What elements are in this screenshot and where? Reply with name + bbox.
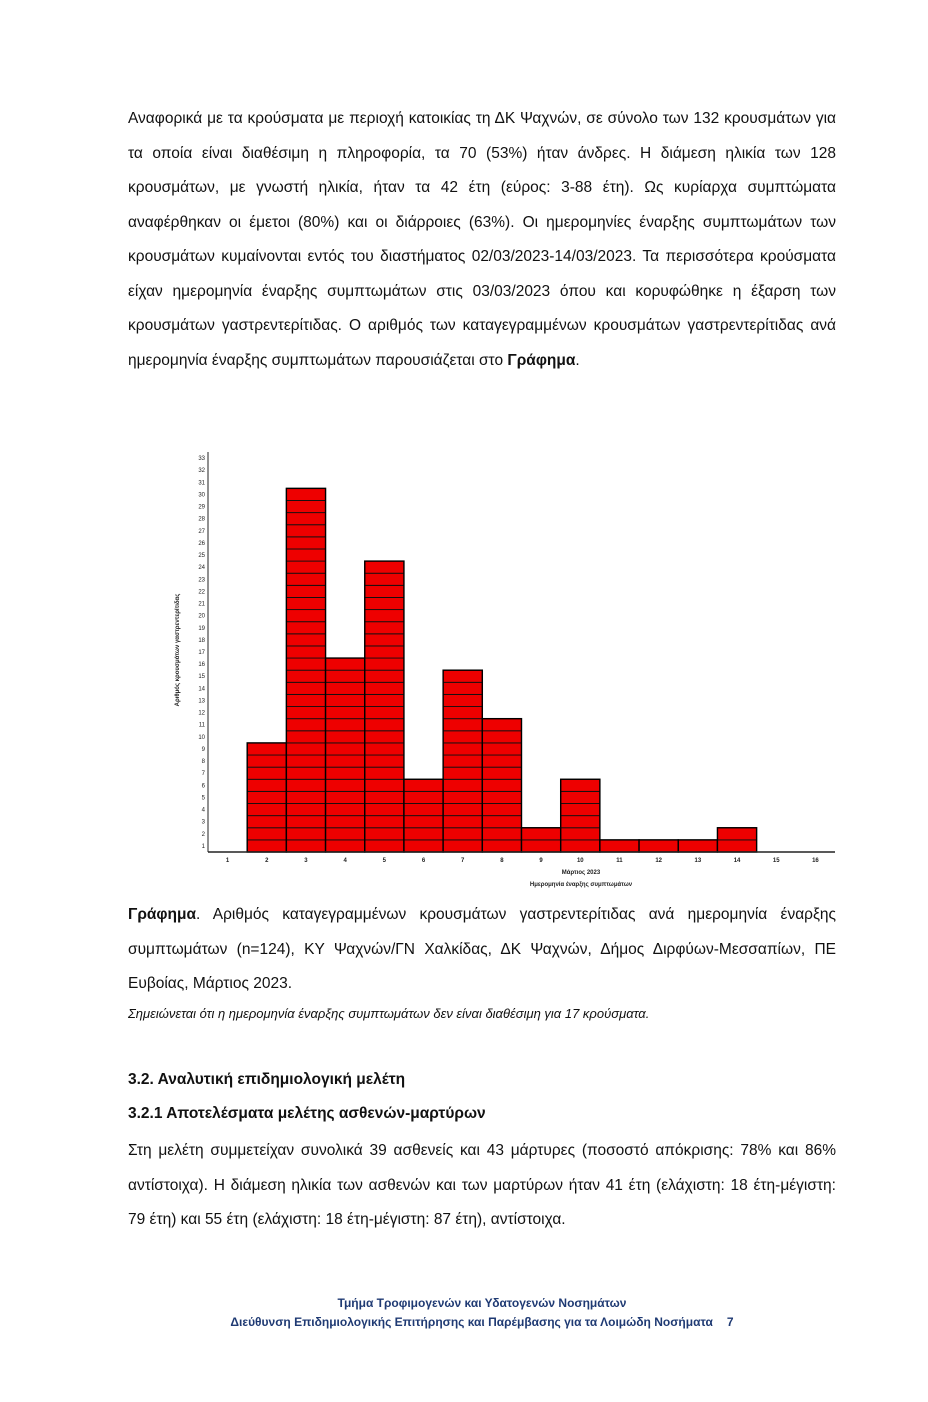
case-box <box>404 791 443 803</box>
y-tick-label: 5 <box>201 795 205 802</box>
x-tick-label: 6 <box>421 858 426 864</box>
case-box <box>247 743 286 755</box>
case-box <box>482 767 521 779</box>
case-box <box>286 682 325 694</box>
case-box <box>286 816 325 828</box>
case-box <box>443 743 482 755</box>
case-box <box>365 694 404 706</box>
case-box <box>600 840 639 852</box>
case-box <box>443 682 482 694</box>
case-box <box>365 731 404 743</box>
intro-end: . <box>575 351 580 369</box>
x-tick-label: 13 <box>694 858 702 864</box>
case-box <box>404 816 443 828</box>
case-box <box>717 828 756 840</box>
case-box <box>326 791 365 803</box>
case-box <box>286 779 325 791</box>
y-tick-label: 6 <box>201 783 205 790</box>
y-tick-label: 3 <box>201 819 205 826</box>
x-tick-label: 12 <box>655 858 662 864</box>
case-box <box>561 791 600 803</box>
case-box <box>247 804 286 816</box>
y-tick-label: 23 <box>198 577 205 584</box>
y-tick-label: 28 <box>198 516 205 523</box>
case-box <box>365 707 404 719</box>
y-tick-label: 10 <box>198 734 205 741</box>
case-box <box>561 804 600 816</box>
chart-caption <box>128 898 836 1002</box>
case-box <box>365 743 404 755</box>
case-box <box>365 755 404 767</box>
case-box <box>561 779 600 791</box>
case-box <box>286 646 325 658</box>
case-box <box>365 634 404 646</box>
case-box <box>365 646 404 658</box>
case-box <box>365 658 404 670</box>
y-tick-label: 21 <box>198 601 205 608</box>
case-box <box>561 816 600 828</box>
y-axis-label: Αριθμός κρουσμάτων γαστρεντερίτιδας <box>175 593 181 707</box>
case-box <box>482 791 521 803</box>
case-box <box>326 743 365 755</box>
case-box <box>365 682 404 694</box>
case-box <box>365 791 404 803</box>
case-box <box>326 816 365 828</box>
case-box <box>286 670 325 682</box>
y-tick-label: 11 <box>198 722 205 729</box>
case-box <box>286 719 325 731</box>
case-box <box>365 561 404 573</box>
x-tick-label: 3 <box>304 858 308 864</box>
chart-reference: Γράφημα <box>507 351 576 369</box>
intro-text: Αναφορικά με τα κρούσματα με περιοχή κατοικίας τη ΔΚ Ψαχνών, σε σύνολο των 132 κρουσμάτων για τα οποία είναι διαθέσιμη η πληροφορία, τα 70 (53%) ήταν άνδρες. Η διάμεση ηλικία των 128 κρουσμάτων, με γνωστή ηλικία, ήταν τα 42 έτη (εύρος: 3-88 έτη). Ως κυρίαρχα συμπτώματα αναφέρθηκαν οι έμετοι (80%) και οι διάρροιες (63%). Οι ημερομηνίες έναρξης συμπτωμάτων των κρουσμάτων κυμαίνονται εντός του διαστήματος 02/03/2023-14/03/2023. Τα περισσότερα κρούσματα είχαν ημερομηνία έναρξης συμπτωμάτων στις 03/03/2023 όπου και κορυφώθηκε η έξαρση των κρουσμάτων γαστρεντερίτιδας. Ο αριθμός των καταγεγραμμένων κρουσμάτων γαστρεντερίτιδας ανά ημερομηνία έναρξης συμπτωμάτων παρουσιάζεται στο <box>128 110 836 369</box>
case-box <box>404 840 443 852</box>
case-box <box>443 791 482 803</box>
y-tick-label: 8 <box>201 759 205 766</box>
y-tick-label: 17 <box>198 650 205 656</box>
chart-note: Σημειώνεται ότι η ημερομηνία έναρξης συμπτωμάτων δεν είναι διαθέσιμη για 17 κρούσματα. <box>128 1006 650 1021</box>
case-box <box>443 719 482 731</box>
page-number: 7 <box>726 1315 734 1329</box>
caption-label: Γράφημα <box>128 906 197 923</box>
case-box <box>286 622 325 634</box>
y-tick-label: 15 <box>198 674 205 681</box>
case-box <box>326 840 365 852</box>
study-paragraph: Στη μελέτη συμμετείχαν συνολικά 39 ασθενείς και 43 μάρτυρες (ποσοστό απόκρισης: 78% και 86% αντίστοιχα). Η διάμεση ηλικία των ασθενών και των μαρτύρων ήταν 41 έτη (ελάχιστη: 18 έτη-μέγιστη: 79 έτη) και 55 έτη (ελάχιστη: 18 έτη-μέγιστη: 87 έτη), αντίστοιχα. <box>128 1142 836 1228</box>
case-box <box>443 767 482 779</box>
case-box <box>286 755 325 767</box>
epicurve-chart <box>160 440 850 895</box>
case-box <box>365 828 404 840</box>
case-box <box>286 537 325 549</box>
case-box <box>326 731 365 743</box>
case-box <box>365 622 404 634</box>
case-box <box>286 791 325 803</box>
case-box <box>365 779 404 791</box>
case-box <box>482 719 521 731</box>
case-box <box>286 488 325 500</box>
y-tick-label: 32 <box>198 468 205 475</box>
case-box <box>365 585 404 597</box>
case-box <box>286 549 325 561</box>
y-tick-label: 20 <box>198 613 205 620</box>
case-box <box>443 670 482 682</box>
case-box <box>286 585 325 597</box>
case-box <box>286 828 325 840</box>
case-box <box>326 694 365 706</box>
case-box <box>247 755 286 767</box>
case-box <box>404 804 443 816</box>
case-box <box>443 804 482 816</box>
case-box <box>286 634 325 646</box>
case-box <box>443 694 482 706</box>
case-box <box>365 804 404 816</box>
y-tick-label: 7 <box>201 771 205 778</box>
case-box <box>286 743 325 755</box>
case-box <box>482 731 521 743</box>
case-box <box>443 731 482 743</box>
case-box <box>286 707 325 719</box>
case-box <box>326 658 365 670</box>
case-box <box>482 755 521 767</box>
y-tick-label: 25 <box>198 553 205 560</box>
case-box <box>365 767 404 779</box>
x-tick-label: 5 <box>382 858 387 864</box>
case-box <box>326 767 365 779</box>
case-box <box>443 779 482 791</box>
case-box <box>365 597 404 609</box>
case-box <box>286 731 325 743</box>
caption-text: . Αριθμός καταγεγραμμένων κρουσμάτων γαστρεντερίτιδας ανά ημερομηνία έναρξης συμπτωμάτων (n=124), ΚΥ Ψαχνών/ΓΝ Χαλκίδας, ΔΚ Ψαχνών, Δήμος Διρφύων-Μεσσαπίων, ΠΕ Ευβοίας, Μάρτιος 2023. <box>128 906 836 992</box>
x-tick-label: 9 <box>539 858 543 864</box>
x-tick-label: 1 <box>225 858 230 864</box>
x-tick-label: 11 <box>616 858 623 864</box>
case-box <box>717 840 756 852</box>
x-tick-label: 8 <box>500 858 504 864</box>
case-box <box>326 755 365 767</box>
case-box <box>247 791 286 803</box>
case-box <box>404 779 443 791</box>
y-tick-label: 33 <box>198 456 205 463</box>
case-box <box>443 707 482 719</box>
case-box <box>482 804 521 816</box>
y-tick-label: 12 <box>198 710 205 717</box>
case-box <box>286 840 325 852</box>
footer-department: Τμήμα Τροφιμογενών και Υδατογενών Νοσημάτων <box>337 1296 627 1310</box>
case-box <box>326 670 365 682</box>
x-tick-label: 7 <box>461 858 465 864</box>
case-box <box>365 816 404 828</box>
case-box <box>443 828 482 840</box>
y-tick-label: 19 <box>198 625 205 632</box>
case-box <box>326 779 365 791</box>
subsection-heading: 3.2.1 Αποτελέσματα μελέτης ασθενών-μαρτύρων <box>128 1105 486 1122</box>
case-box <box>561 840 600 852</box>
x-tick-label: 2 <box>265 858 269 864</box>
case-box <box>443 840 482 852</box>
case-box <box>286 610 325 622</box>
case-box <box>286 694 325 706</box>
intro-paragraph <box>128 102 836 378</box>
case-box <box>286 500 325 512</box>
y-tick-label: 2 <box>201 831 205 838</box>
section-heading: 3.2. Αναλυτική επιδημιολογική μελέτη <box>128 1071 406 1088</box>
case-box <box>443 755 482 767</box>
y-tick-label: 13 <box>198 698 205 705</box>
footer-directorate-text: Διεύθυνση Επιδημιολογικής Επιτήρησης και Παρέμβασης για τα Λοιμώδη Νοσήματα <box>230 1315 713 1329</box>
y-tick-label: 29 <box>198 504 205 511</box>
y-tick-label: 4 <box>201 807 205 814</box>
case-box <box>365 840 404 852</box>
x-tick-label: 4 <box>343 858 347 864</box>
y-tick-label: 1 <box>201 843 205 850</box>
x-tick-label: 10 <box>576 858 584 864</box>
case-box <box>326 682 365 694</box>
case-box <box>522 840 561 852</box>
case-box <box>482 743 521 755</box>
case-box <box>247 816 286 828</box>
case-box <box>286 525 325 537</box>
case-box <box>326 719 365 731</box>
x-tick-label: 16 <box>812 858 819 864</box>
x-axis-label-month: Μάρτιος 2023 <box>561 870 601 876</box>
case-box <box>404 828 443 840</box>
y-axis <box>198 452 208 852</box>
case-box <box>286 513 325 525</box>
y-tick-label: 30 <box>198 492 205 499</box>
case-box <box>365 610 404 622</box>
bars <box>247 488 756 852</box>
case-box <box>443 816 482 828</box>
case-box <box>561 828 600 840</box>
case-box <box>286 561 325 573</box>
case-box <box>286 804 325 816</box>
case-box <box>286 597 325 609</box>
y-tick-label: 24 <box>198 565 205 572</box>
case-box <box>326 828 365 840</box>
case-box <box>247 767 286 779</box>
case-box <box>365 719 404 731</box>
y-tick-label: 22 <box>198 589 205 596</box>
y-tick-label: 9 <box>201 746 205 753</box>
case-box <box>247 840 286 852</box>
footer-directorate <box>128 1315 836 1329</box>
y-tick-label: 27 <box>198 528 205 535</box>
case-box <box>522 828 561 840</box>
case-box <box>365 573 404 585</box>
y-tick-label: 16 <box>198 662 205 669</box>
y-tick-label: 14 <box>198 686 205 693</box>
case-box <box>326 804 365 816</box>
case-box <box>247 779 286 791</box>
x-axis-label-title: Ημερομηνία έναρξης συμπτωμάτων <box>529 882 633 888</box>
case-box <box>247 828 286 840</box>
x-axis <box>208 852 835 864</box>
case-box <box>482 840 521 852</box>
case-box <box>365 670 404 682</box>
case-box <box>286 658 325 670</box>
case-box <box>639 840 678 852</box>
y-tick-label: 18 <box>198 637 205 644</box>
case-box <box>482 816 521 828</box>
y-tick-label: 26 <box>198 540 205 547</box>
case-box <box>286 573 325 585</box>
case-box <box>326 707 365 719</box>
case-box <box>482 779 521 791</box>
x-tick-label: 15 <box>772 858 780 864</box>
case-box <box>482 828 521 840</box>
case-box <box>286 767 325 779</box>
y-tick-label: 31 <box>198 480 205 487</box>
case-box <box>678 840 717 852</box>
x-tick-label: 14 <box>733 858 741 864</box>
